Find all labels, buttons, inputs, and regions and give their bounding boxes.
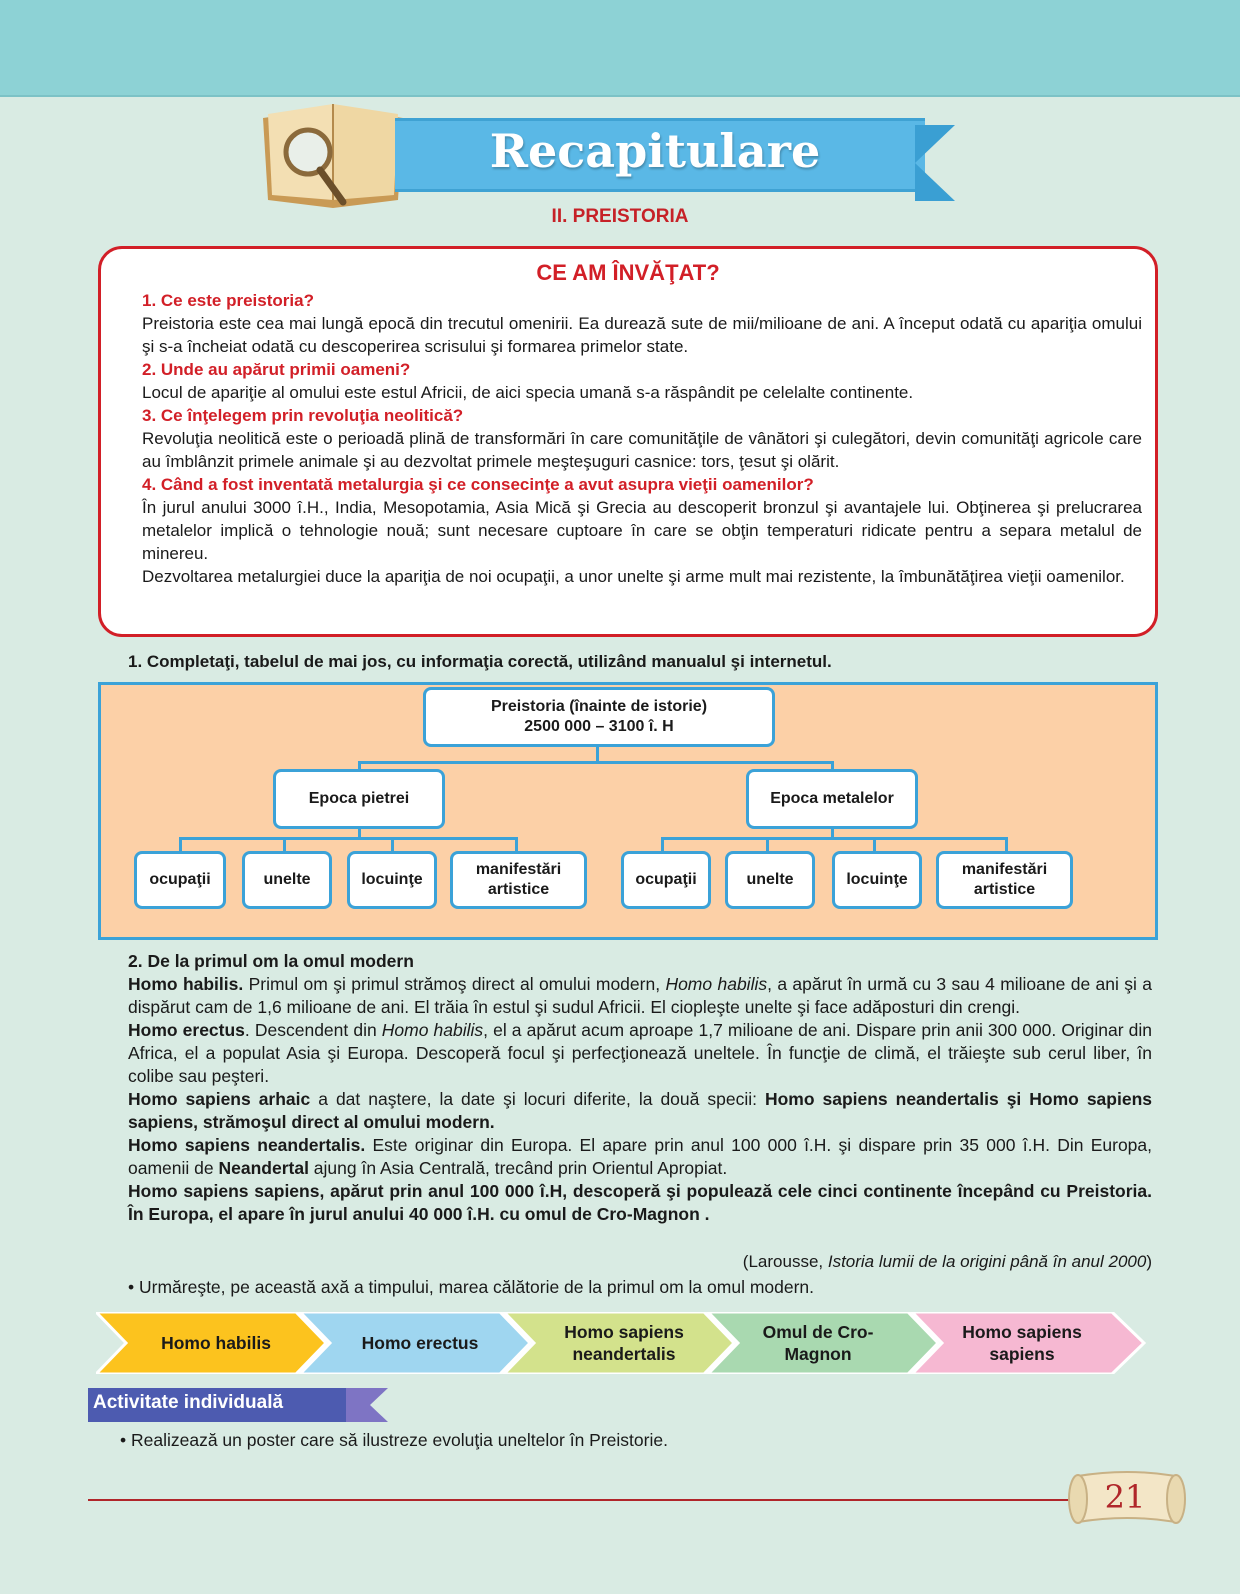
root-node-title: Preistoria (înainte de istorie) — [490, 698, 708, 715]
connector — [661, 837, 1007, 840]
footer-line — [88, 1499, 1090, 1501]
evolution-timeline — [96, 1312, 1148, 1374]
prehistory-diagram — [98, 682, 1158, 940]
answer-4a: În jurul anului 3000 î.H., India, Mesopotamia, Asia Mică şi Grecia au descoperit bronzul şi avantajele lui. Obţinerea şi prelucrarea metalelor implică o tehnologie nouă; sunt necesare cuptoare în care se obţin temperaturi ridicate pentru a separa metalul de minereu. — [142, 498, 1142, 563]
stone-age-node: Epoca pietrei — [273, 769, 445, 829]
answer-4b: Dezvoltarea metalurgiei duce la apariţia de noi ocupaţii, a unor unelte şi arme mult mai rezistente, la îmbunătăţirea vieţii oamenilor. — [142, 567, 1125, 586]
root-node — [423, 687, 775, 747]
leaf-ocupatii-left: ocupaţii — [134, 851, 226, 909]
activity-label: Activitate individuală — [93, 1392, 284, 1413]
paragraph-homo-habilis: Homo habilis. Primul om şi primul strămoş direct al omului modern, Homo habilis, a apărut în urmă cu 3 sau 4 milioane de ani şi a dispărut cam de 1,6 milioane de ani. El trăia în estul şi sudul Africii. El ciopleşte unelte şi face adăposturi din crengi. — [128, 974, 1152, 1017]
section-title: II. PREISTORIA — [551, 206, 689, 227]
leaf-ocupatii-right: ocupaţii — [621, 851, 711, 909]
top-band — [0, 0, 1240, 97]
timeline-label-2: Homo erectus — [361, 1333, 479, 1353]
leaf-locuinte-left: locuinţe — [347, 851, 437, 909]
answer-1: Preistoria este cea mai lungă epocă din trecutul omenirii. Ea durează sute de mii/milioane de ani. A început odată cu apariţia omului şi s-a încheiat odată cu descoperirea scrisului şi formarea primelor state. — [142, 314, 1142, 356]
paragraph-homo-erectus: Homo erectus. Descendent din Homo habilis, el a apărut acum aproape 1,7 milioane de ani. Dispare prin anii 300 000. Originar din Africa, el a populat Asia şi Europa. Descoperă focul şi perfecţionează uneltele. În funcţie de climă, el trăieşte sub cerul liber, în colibe sau peşteri. — [128, 1020, 1153, 1086]
title-banner-tail — [915, 125, 955, 201]
answer-2: Locul de apariţie al omului este estul Africii, de aici specia umană s-a răspândit pe celelalte continente. — [142, 383, 914, 402]
paragraph-homo-sapiens-arhaic: Homo sapiens arhaic a dat naştere, la date şi locuri diferite, la două specii: Homo sapiens neandertalis şi Homo sapiens sapiens, strămoşul direct al omului modern. — [128, 1089, 1152, 1132]
section-2-heading: 2. De la primul om la omul modern — [128, 951, 414, 971]
question-1: 1. Ce este preistoria? — [142, 291, 314, 310]
task-1-instruction: 1. Completaţi, tabelul de mai jos, cu informaţia corectă, utilizând manualul şi internetul. — [128, 652, 832, 671]
timeline-label-5: Homo sapiens sapiens — [962, 1322, 1082, 1364]
page-title: Recapitulare — [489, 124, 821, 178]
connector — [358, 761, 834, 764]
leaf-unelte-right: unelte — [725, 851, 815, 909]
section-2-text — [98, 950, 1152, 1226]
paragraph-neandertalis: Homo sapiens neandertalis. Este originar din Europa. El apare prin anul 100 000 î.H. şi dispare prin 35 000 î.H. Din Europa, oamenii de Neandertal ajung în Asia Centrală, trecând prin Orientul Apropiat. — [128, 1135, 1153, 1178]
leaf-manifestari-left: manifestări artistice — [450, 851, 587, 909]
timeline-label-3: Homo sapiens neandertalis — [564, 1322, 684, 1364]
page-number: 21 — [1104, 1478, 1146, 1516]
question-3: 3. Ce înţelegem prin revoluţia neolitică? — [142, 406, 464, 425]
source-citation: (Larousse, Istoria lumii de la origini până în anul 2000) — [742, 1252, 1152, 1271]
summary-title: CE AM ÎNVĂŢAT? — [536, 260, 720, 285]
timeline-instruction: • Urmăreşte, pe această axă a timpului, marea călătorie de la primul om la omul modern. — [128, 1277, 815, 1297]
answer-3: Revoluţia neolitică este o perioadă plină de transformări în care comunităţile de vânători şi culegători, devin comunităţi agricole care au îmblânzit primele animale şi au dezvoltat primele meşteşuguri casnice: tors, ţesut şi olărit. — [142, 429, 1142, 471]
metal-age-node: Epoca metalelor — [746, 769, 918, 829]
question-4: 4. Când a fost inventată metalurgia şi ce consecinţe a avut asupra vieţii oamenilor? — [142, 475, 814, 494]
leaf-unelte-left: unelte — [242, 851, 332, 909]
connector — [179, 837, 517, 840]
root-node-dates: 2500 000 – 3100 î. H — [524, 718, 674, 735]
question-2: 2. Unde au apărut primii oameni? — [142, 360, 411, 379]
paragraph-sapiens-sapiens: Homo sapiens sapiens, apărut prin anul 100 000 î.H, descoperă şi populează cele cinci continente începând cu Preistoria. În Europa, el apare în jurul anului 40 000 î.H. cu omul de Cro-Magnon . — [128, 1181, 1152, 1224]
leaf-manifestari-right: manifestări artistice — [936, 851, 1073, 909]
leaf-locuinte-right: locuinţe — [832, 851, 922, 909]
summary-content — [112, 289, 1142, 588]
activity-text: • Realizează un poster care să ilustreze evoluţia uneltelor în Preistorie. — [120, 1430, 668, 1450]
timeline-label-4: Omul de Cro-Magnon — [762, 1322, 874, 1364]
timeline-label-1: Homo habilis — [161, 1333, 271, 1353]
book-magnifier-illustration — [258, 100, 408, 212]
